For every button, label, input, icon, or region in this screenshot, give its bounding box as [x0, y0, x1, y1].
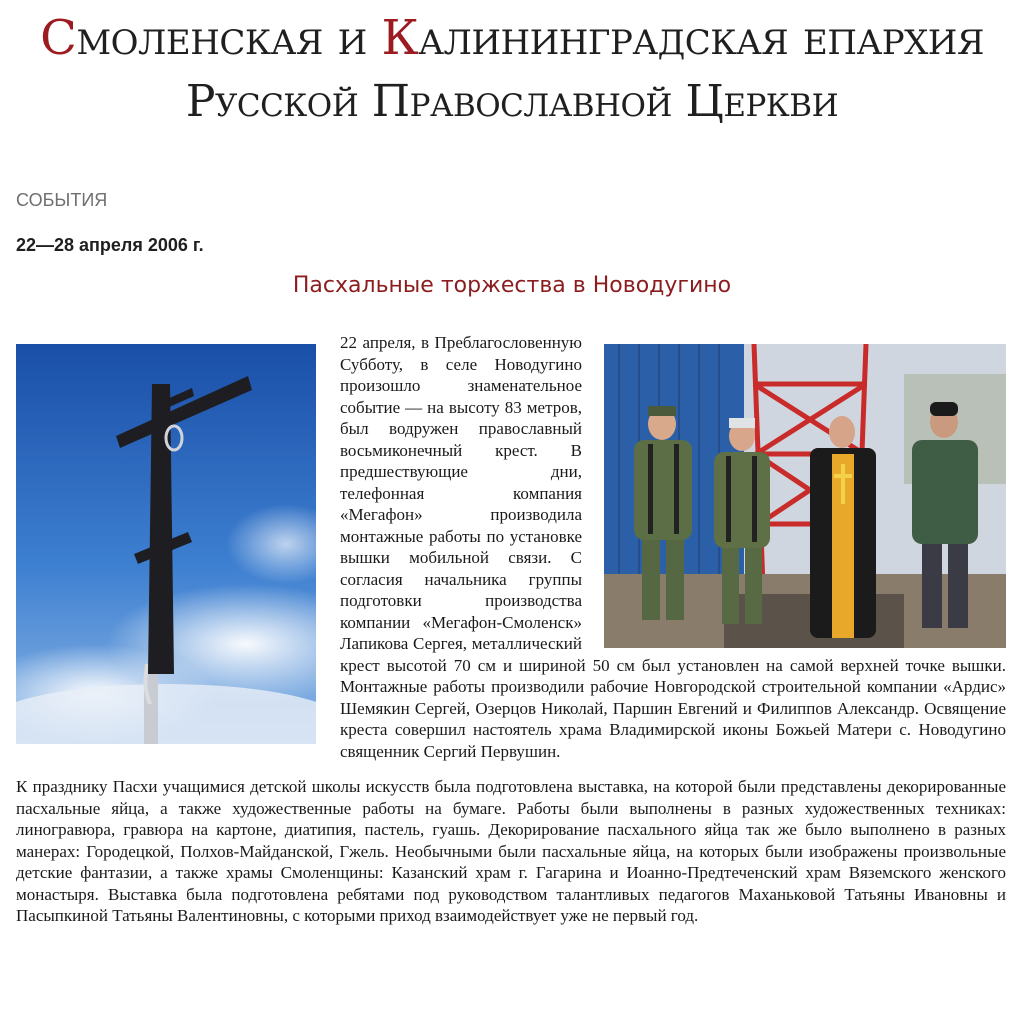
masthead-cap-k: К: [381, 10, 419, 66]
masthead-cap-s: С: [40, 10, 77, 66]
masthead-line2: Русской Православной Церкви: [185, 76, 839, 127]
masthead-text-kaliningradskaya: алининградская епархия: [418, 10, 984, 66]
cross-photo-spacer: [16, 332, 316, 744]
masthead-text-smolenskaya: моленская и: [76, 10, 382, 66]
article-paragraph-1: 22 апреля, в Преблагословенную Субботу, в селе Новодугино произошло знаменательное событие — на высоту 83 метров, был водружен православный восьмиконечный крест. В предшествующие дни, телефонная компания «Мегафон» производила монтажные работы по установке вышки мобильной связи. С согласия начальника группы подготовки производства компании «Мегафон-Смоленск» Лапикова Сергея, металлический крест высотой 70 см и шириной 50 см был установлен на самой верхней точке вышки. Монтажные работы производили рабочие Новгородской строительной компании «Ардис» Шемякин Сергей, Озерцов Николай, Паршин Евгений и Филиппов Александр. Освящение креста совершил настоятель храма Владимирской иконы Божьей Матери с. Новодугино священник Сергий Первушин.: [340, 333, 1006, 761]
article-date: 22—28 апреля 2006 г.: [16, 235, 204, 255]
masthead-line1: [0, 2, 1024, 74]
article-body: [16, 332, 1006, 941]
section-label: СОБЫТИЯ: [16, 190, 108, 210]
article-headline: Пасхальные торжества в Новодугино: [292, 273, 732, 298]
article-paragraph-2: К празднику Пасхи учащимися детской школы искусств была подготовлена выставка, на которой были представлены декорированные пасхальные яйца, а также художественные работы на бумаге. Работы были выполнены в разных художественных техниках: линогравюра, гравюра на картоне, диатипия, пастель, гуашь. Декорирование пасхального яйца так же было выполнено в разных манерах: Городецкой, Полхов-Майданской, Гжель. Необычными были пасхальные яйца, на которых были изображены произвольные детские фантазии, а также храмы Смоленщины: Казанский храм г. Гагарина и Иоанно-Предтеченский храм Вяземского женского монастыря. Выставка была подготовлена ребятами под руководством талантливых педагогов Маханьковой Татьяны Ивановны и Пасыпкиной Татьяны Валентиновны, с которыми приход взаимодействует уже не первый год.: [16, 777, 1006, 925]
group-photo-spacer: [604, 332, 1006, 652]
